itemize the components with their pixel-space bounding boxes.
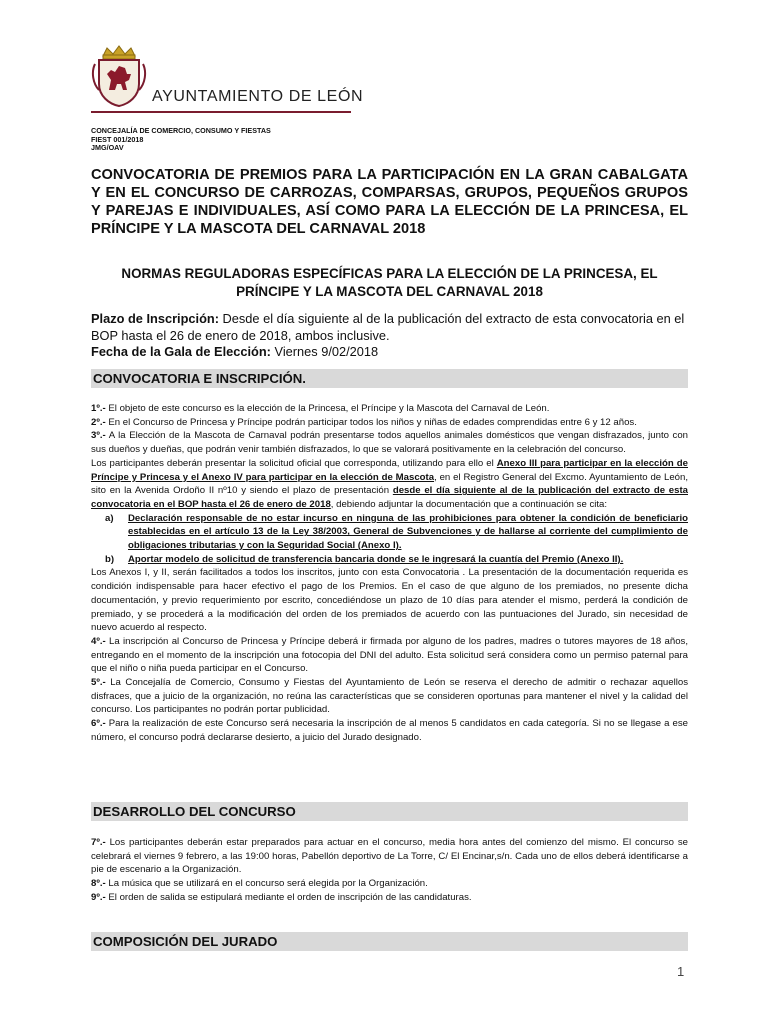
clause-text: , en el Registro General del Excmo. Ayuntamiento de León, sito en la Avenida Ordoño II nº10 y siendo el plazo de presentación — [91, 471, 688, 497]
section-heading-text: CONVOCATORIA E INSCRIPCIÓN. — [93, 371, 306, 386]
list-item-text: Aportar modelo de solicitud de transferencia bancaria donde se le ingresará la cuantía del Premio (Anexo II). — [128, 553, 624, 565]
clause-text: En el Concurso de Princesa y Príncipe podrán participar todos los niños y niñas de edades comprendidas entre 6 y 12 años. — [105, 416, 637, 428]
plazo-text: Desde el día siguiente al de la publicación del extracto de esta convocatoria en el BOP hasta el 26 de enero de 2018, ambos inclusive. — [91, 311, 685, 343]
list-marker: b) — [105, 553, 115, 565]
clause-text: Los participantes deberán presentar la solicitud oficial que corresponda, utilizando para ello el — [91, 457, 497, 469]
reference-block — [91, 127, 271, 153]
clause-text: La Concejalía de Comercio, Consumo y Fiestas del Ayuntamiento de León se reserva el derecho de admitir o rechazar aquellos disfraces, que a juicio de la organización, no reúna las características que se consideren oportunas para mantener el nivel y la calidad del concurso. Los participantes no podrán portar publicidad. — [91, 677, 688, 716]
clause-number: 1º.- — [91, 403, 106, 414]
clause-number: 6º.- — [91, 718, 106, 730]
gala-label: Fecha de la Gala de Elección: — [91, 344, 271, 359]
clause-number: 8º.- — [91, 878, 106, 890]
section-heading-jurado — [91, 932, 688, 951]
list-item-text: Declaración responsable de no estar incurso en ninguna de las prohibiciones para obtener la condición de beneficiario establecidas en el artículo 13 de la Ley 38/2003, General de Subvenciones y de hallarse al corriente del cumplimiento de obligaciones tributarias y con la Seguridad Social (Anexo I). — [128, 512, 688, 552]
section-heading-convocatoria — [91, 369, 688, 388]
paragraph — [91, 429, 688, 456]
clause-text: La inscripción al Concurso de Princesa y Príncipe deberá ir firmada por alguno de los padres, madres o tutores mayores de 18 años, entregando en el momento de la inscripción una fotocopia del DNI del adulto. Esta solicitud será considera como un permiso paternal para que el niño o niña pueda participar en el Concurso. — [91, 635, 688, 675]
clause-number: 3º.- — [91, 430, 106, 442]
paragraph — [91, 635, 688, 676]
paragraph — [91, 717, 688, 744]
gala-date: Viernes 9/02/2018 — [270, 344, 379, 359]
section-heading-text: DESARROLLO DEL CONCURSO — [93, 804, 296, 819]
clause-text: La música que se utilizará en el concurso será elegida por la Organización. — [105, 878, 428, 890]
annex-reference: Anexo III para participar en la elección de Príncipe y Princesa y el Anexo IV para participar en la elección de Mascota — [91, 457, 688, 483]
convocatoria-body — [91, 402, 688, 745]
ref-file: FIEST 001/2018 — [91, 134, 144, 144]
deadline-reference: desde el día siguiente al de la publicación del extracto de esta convocatoria en el BOP hasta el 26 de enero de 2018 — [91, 485, 688, 510]
ref-department: CONCEJALÍA DE COMERCIO, CONSUMO Y FIESTAS — [91, 126, 271, 135]
registration-period — [91, 311, 688, 361]
page-number: 1 — [677, 964, 685, 979]
list-marker: a) — [105, 512, 114, 524]
list-item — [91, 553, 688, 567]
clause-number: 5º.- — [91, 677, 106, 689]
clause-number: 9º.- — [91, 891, 106, 903]
paragraph — [91, 891, 688, 905]
header-rule — [91, 111, 351, 113]
clause-text: , debiendo adjuntar la documentación que a continuación se cita: — [330, 498, 608, 510]
organization-name: AYUNTAMIENTO DE LEÓN — [152, 88, 364, 105]
clause-number: 2º.- — [91, 416, 106, 428]
clause-number: 4º.- — [91, 635, 106, 647]
ref-initials: JMG/OAV — [91, 143, 124, 153]
section-heading-desarrollo — [91, 802, 688, 821]
section-heading-text: COMPOSICIÓN DEL JURADO — [93, 934, 278, 949]
plazo-label: Plazo de Inscripción: — [91, 311, 219, 326]
clause-text: Los Anexos I, y II, serán facilitados a todos los inscritos, junto con esta Convocatoria . La presentación de la documentación requerida es condición indispensable para hacer efectivo el pago de los Premios. En el caso de que alguno de los premiados, no presente dicha documentación, y previo requerimiento por escrito, concediéndose un plazo de 10 días para atender el mismo, perderá la condición de premiado, y se procederá a la modificación del orden de los premiados de acuerdo con las puntuaciones del Jurado, sin necesidad de nuevo acuerdo al respecto. — [91, 567, 688, 634]
paragraph — [91, 676, 688, 717]
clause-text: Para la realización de este Concurso será necesaria la inscripción de al menos 5 candidatos en cada categoría. Si no se llegase a ese número, el concurso podrá declararse desierto, a juicio del Jurado designado. — [91, 718, 688, 743]
paragraph — [91, 836, 688, 877]
paragraph — [91, 416, 688, 430]
clause-text: Los participantes deberán estar preparados para actuar en el concurso, media hora antes del comienzo del mismo. El concurso se celebrará el viernes 9 febrero, a las 19:00 horas, Pabellón deportivo de La Torre, C/ El Encinar,s/n. Cada uno de ellos deberá identificarse a pie de escenario a la Organización. — [91, 837, 688, 876]
clause-number: 7º.- — [91, 837, 106, 848]
coat-of-arms-lion-icon — [91, 44, 147, 108]
document-title: CONVOCATORIA DE PREMIOS PARA LA PARTICIPACIÓN EN LA GRAN CABALGATA Y EN EL CONCURSO DE CARROZAS, COMPARSAS, GRUPOS, PEQUEÑOS GRUPOS Y PAREJAS E INDIVIDUALES, ASÍ COMO PARA LA ELECCIÓN DE LA PRINCESA, EL PRÍNCIPE Y LA MASCOTA DEL CARNAVAL 2018 — [91, 167, 688, 237]
clause-text: El orden de salida se estipulará mediante el orden de inscripción de las candidaturas. — [105, 891, 472, 903]
list-item — [91, 512, 688, 553]
document-subtitle: NORMAS REGULADORAS ESPECÍFICAS PARA LA ELECCIÓN DE LA PRINCESA, EL PRÍNCIPE Y LA MASCOTA DEL CARNAVAL 2018 — [121, 266, 658, 299]
paragraph — [91, 877, 688, 891]
desarrollo-body — [91, 836, 688, 905]
paragraph — [91, 457, 688, 512]
paragraph — [91, 566, 688, 635]
paragraph — [91, 402, 688, 416]
clause-text: A la Elección de la Mascota de Carnaval podrán presentarse todos aquellos animales domésticos que vengan disfrazados, junto con sus dueños y dueñas, que podrán venir también disfrazados, lo que se valorará positivamente en la celebración del concurso. — [91, 430, 688, 456]
clause-text: El objeto de este concurso es la elección de la Princesa, el Príncipe y la Mascota del Carnaval de León. — [105, 403, 550, 414]
